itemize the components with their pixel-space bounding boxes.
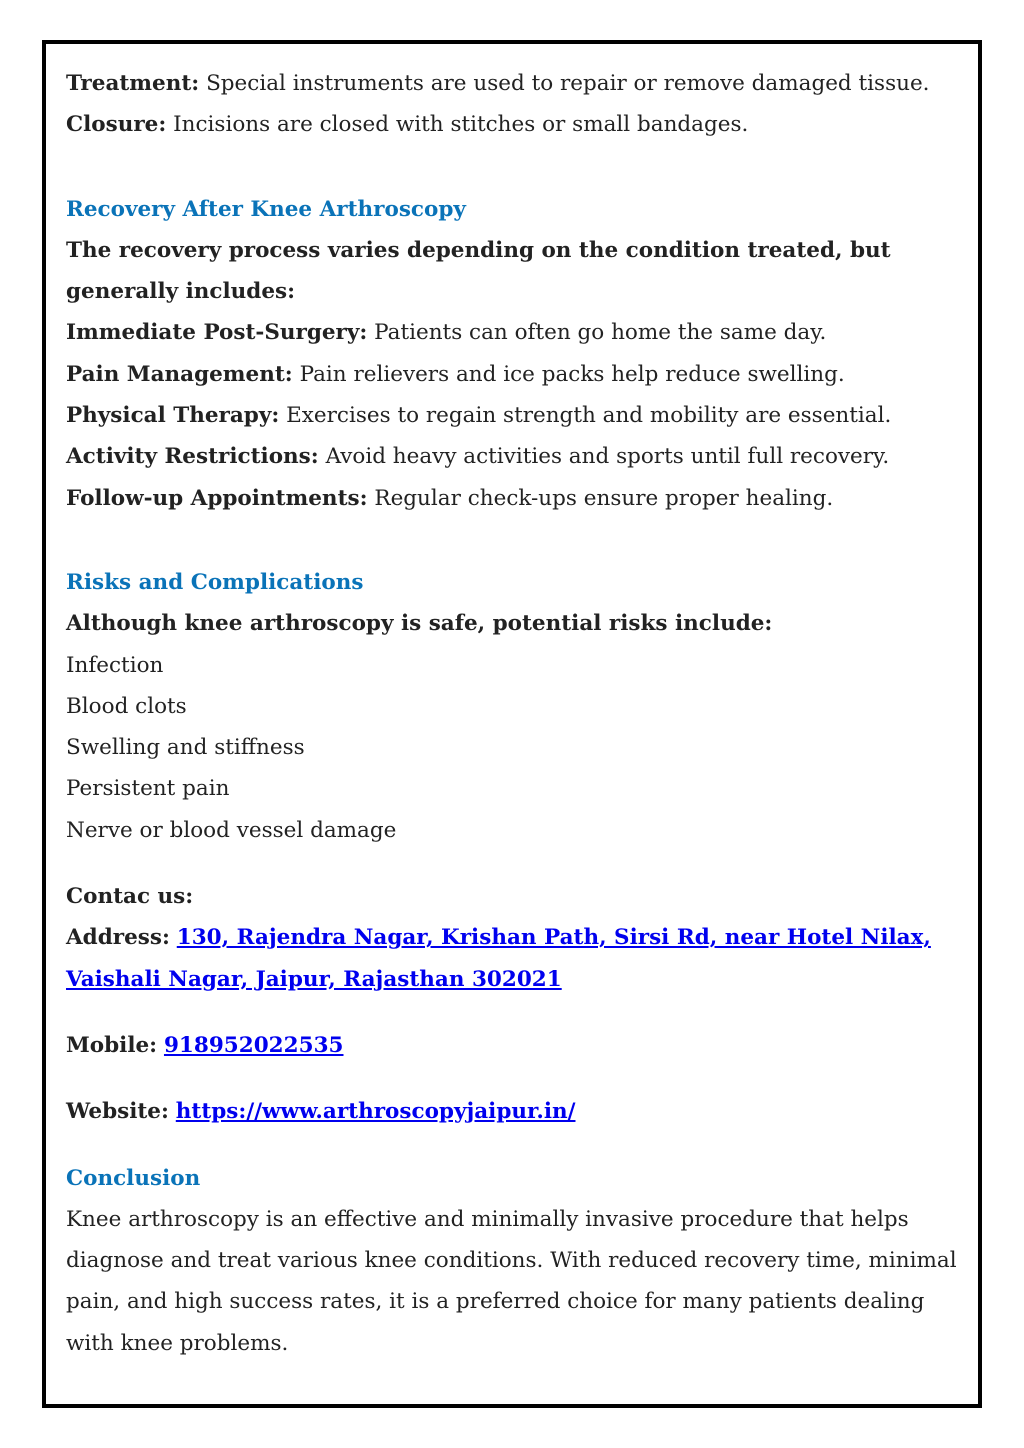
label: Address: [66,925,170,951]
risk-item: Swelling and stiffness [66,735,305,761]
procedure-closure [66,104,966,145]
risk-item: Infection [66,652,164,678]
text: Special instruments are used to repair or remove damaged tissue. [199,71,930,96]
label: Physical Therapy: [66,403,280,429]
intro-text: The recovery process varies depending on the condition treated, but generally includes: [66,237,891,305]
label: Pain Management: [66,361,293,387]
website-link[interactable]: https://www.arthroscopyjaipur.in/ [175,1099,576,1125]
text: Regular check-ups ensure proper healing. [367,485,834,511]
recovery-heading: Recovery After Knee Arthroscopy [66,196,466,222]
label: Activity Restrictions: [66,444,319,470]
text: Avoid heavy activities and sports until full recovery. [318,444,890,470]
conclusion-heading: Conclusion [66,1165,201,1191]
recovery-item [66,436,966,477]
label: Follow-up Appointments: [66,485,368,511]
conclusion-text: Knee arthroscopy is an effective and minimally invasive procedure that helps diagnose and treat various knee conditions. With reduced recovery time, minimal pain, and high success rates, it is a preferred choice for many patients dealing with knee problems. [66,1206,957,1356]
mobile-link[interactable]: 918952022535 [163,1032,344,1058]
recovery-item [66,395,966,436]
text: Incisions are closed with stitches or small bandages. [166,112,749,138]
risks-heading: Risks and Complications [66,569,364,595]
risk-item: Blood clots [66,693,187,719]
page-frame [42,40,982,1408]
intro-text: Although knee arthroscopy is safe, potential risks include: [66,611,773,637]
contact-mobile [66,1025,966,1066]
risk-item: Nerve or blood vessel damage [66,817,397,843]
contact-address [66,917,966,1000]
address-link[interactable]: 130, Rajendra Nagar, Krishan Path, Sirsi Rd, near Hotel Nilax, Vaishali Nagar, Jaipur, Rajasthan 302021 [66,925,931,992]
label: Immediate Post-Surgery: [66,320,368,346]
contact-heading [66,876,966,917]
text: Patients can often go home the same day. [367,320,827,346]
heading-text: Contac us: [66,884,194,910]
recovery-item [66,478,966,519]
label: Closure: [66,112,167,138]
risk-item: Persistent pain [66,776,230,802]
document-body [66,63,966,1364]
label: Website: [66,1099,169,1125]
recovery-item [66,354,966,395]
text: Pain relievers and ice packs help reduce swelling. [292,361,845,387]
recovery-item [66,312,966,353]
recovery-intro [66,230,966,313]
contact-website [66,1091,966,1132]
label: Mobile: [66,1032,158,1058]
text: Exercises to regain strength and mobility are essential. [279,403,892,429]
risks-intro [66,603,966,644]
label: Treatment: [66,71,200,96]
procedure-treatment [66,63,966,104]
